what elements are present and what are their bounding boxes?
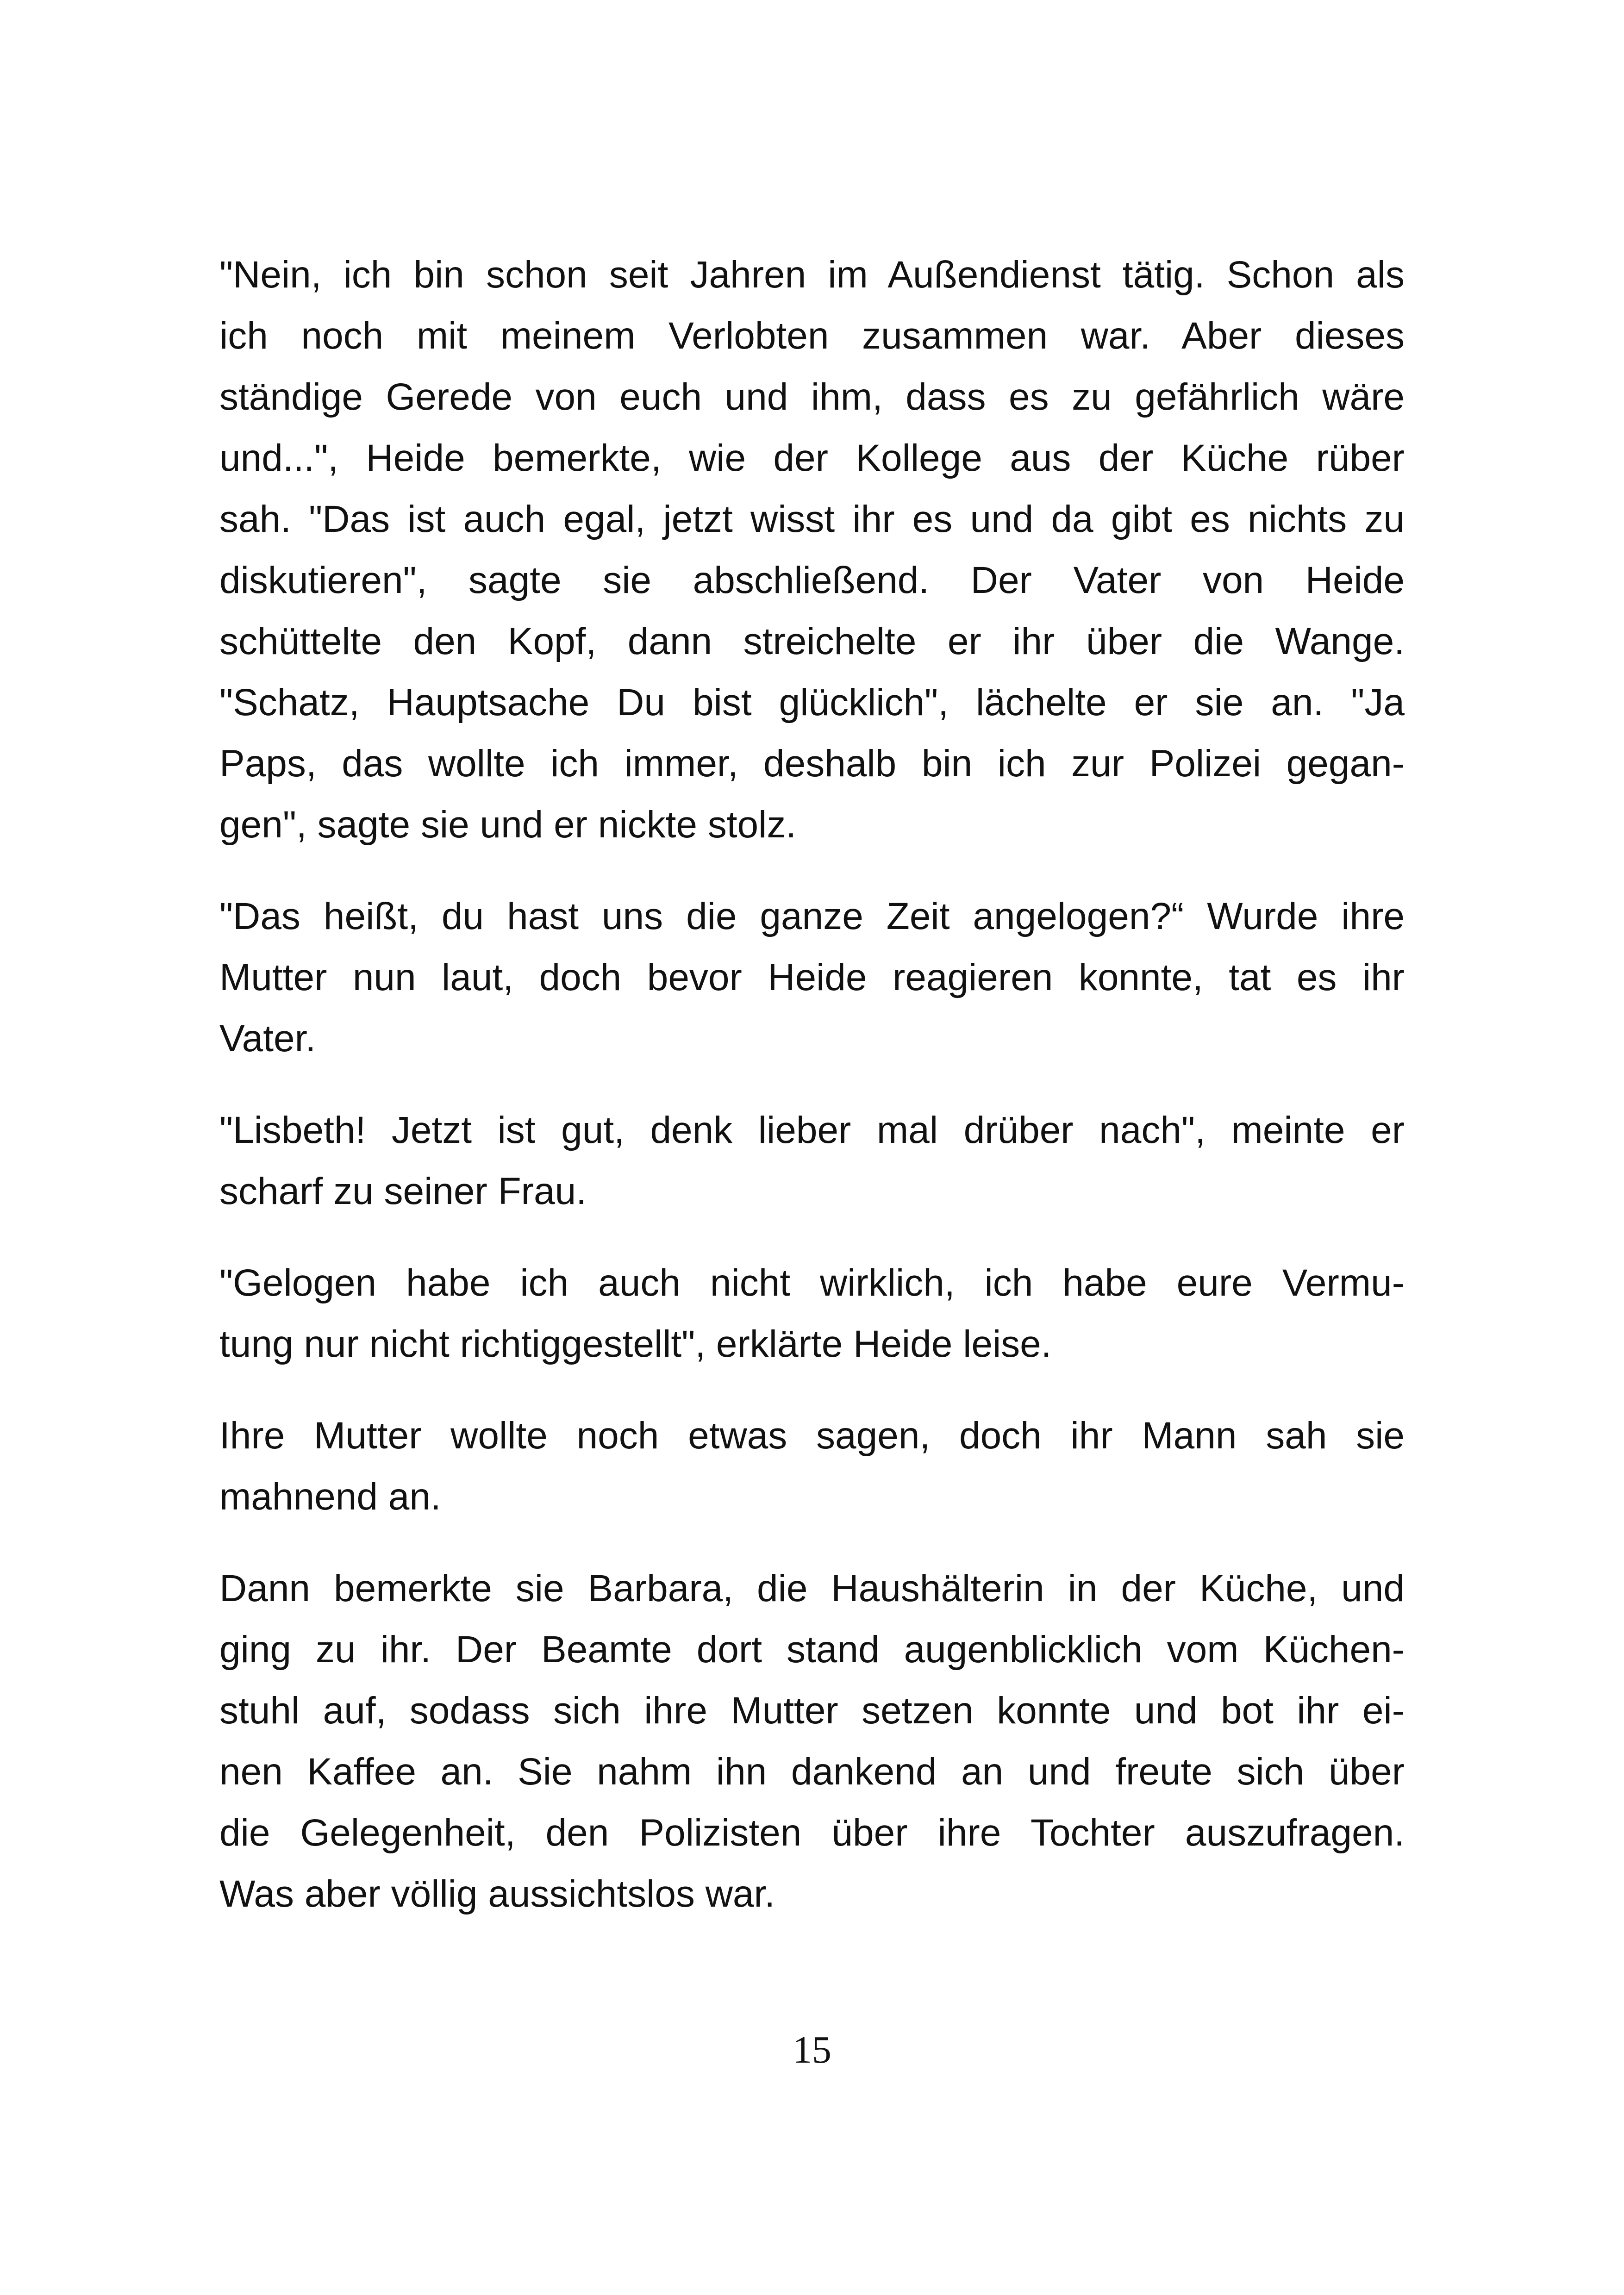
page-number: 15 — [793, 2028, 831, 2071]
text-line: "Lisbeth! Jetzt ist gut, denk lieber mal drüber nach", meinte er — [219, 1109, 1405, 1151]
text-line: Ihre Mutter wollte noch etwas sagen, doch ihr Mann sah sie — [219, 1415, 1405, 1457]
text-line: "Das heißt, du hast uns die ganze Zeit angelogen?“ Wurde ihre — [219, 895, 1405, 937]
paragraph-5 — [219, 1405, 1405, 1528]
text-line: die Gelegenheit, den Polizisten über ihre Tochter auszufragen. — [219, 1812, 1405, 1854]
text-line: scharf zu seiner Frau. — [219, 1170, 587, 1212]
text-line: Was aber völlig aussichtslos war. — [219, 1873, 775, 1915]
paragraph-6 — [219, 1558, 1405, 1925]
text-line: gen", sagte sie und er nickte stolz. — [219, 804, 797, 846]
text-line: mahnend an. — [219, 1476, 441, 1518]
text-line: diskutieren", sagte sie abschließend. Der Vater von Heide — [219, 559, 1405, 601]
text-line: ständige Gerede von euch und ihm, dass es zu gefährlich wäre — [219, 376, 1405, 418]
text-line: sah. "Das ist auch egal, jetzt wisst ihr es und da gibt es nichts zu — [219, 498, 1405, 540]
text-line: und...", Heide bemerkte, wie der Kollege aus der Küche rüber — [219, 437, 1405, 479]
text-line: schüttelte den Kopf, dann streichelte er ihr über die Wange. — [219, 620, 1405, 662]
text-line: "Nein, ich bin schon seit Jahren im Außendienst tätig. Schon als — [219, 254, 1405, 296]
text-line: Mutter nun laut, doch bevor Heide reagieren konnte, tat es ihr — [219, 956, 1405, 998]
text-line: stuhl auf, sodass sich ihre Mutter setzen konnte und bot ihr ei- — [219, 1690, 1405, 1732]
paragraph-2 — [219, 886, 1405, 1069]
paragraph-3 — [219, 1100, 1405, 1222]
text-line: "Gelogen habe ich auch nicht wirklich, ich habe eure Vermu- — [219, 1262, 1405, 1304]
text-line: Vater. — [219, 1017, 316, 1060]
text-line: ich noch mit meinem Verlobten zusammen war. Aber dieses — [219, 315, 1405, 357]
text-line: ging zu ihr. Der Beamte dort stand augenblicklich vom Küchen- — [219, 1628, 1405, 1671]
text-line: tung nur nicht richtiggestellt", erklärte Heide leise. — [219, 1323, 1052, 1365]
paragraph-1 — [219, 244, 1405, 855]
body-text — [219, 244, 1405, 1955]
text-line: Paps, das wollte ich immer, deshalb bin ich zur Polizei gegan- — [219, 742, 1405, 785]
text-line: "Schatz, Hauptsache Du bist glücklich", lächelte er sie an. "Ja — [219, 681, 1405, 723]
paragraph-4 — [219, 1253, 1405, 1375]
text-line: Dann bemerkte sie Barbara, die Haushälterin in der Küche, und — [219, 1567, 1405, 1609]
text-line: nen Kaffee an. Sie nahm ihn dankend an und freute sich über — [219, 1751, 1405, 1793]
